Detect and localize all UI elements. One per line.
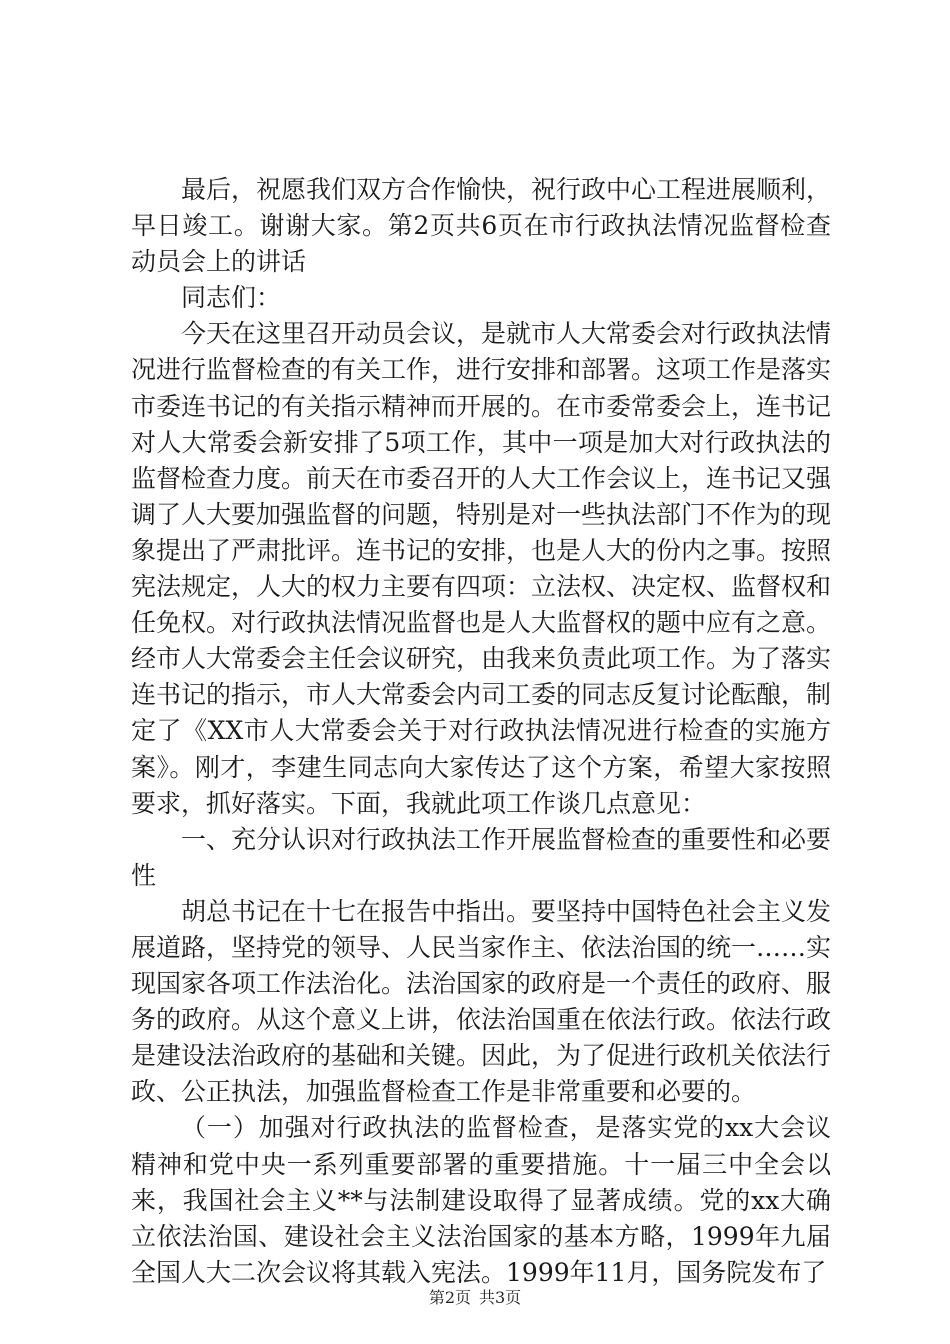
page-total: 共3页 xyxy=(479,1288,522,1307)
page-number: 第2页 xyxy=(428,1288,471,1307)
section-heading-one: 一、充分认识对行政执法工作开展监督检查的重要性和必要性 xyxy=(131,824,832,890)
document-body xyxy=(131,172,831,1291)
paragraph-introduction: 今天在这里召开动员会议，是就市人大常委会对行政执法情况进行监督检查的有关工作，进行安排和部署。这项工作是落实市委连书记的有关指示精神而开展的。在市委常委会上，连书记对人大常委会新安排了5项工作，其中一项是加大对行政执法的监督检查力度。前天在市委召开的人大工作会议上，连书记又强调了人大要加强监督的问题，特别是对一些执法部门不作为的现象提出了严肃批评。连书记的安排，也是人大的份内之事。按照宪法规定，人大的权力主要有四项：立法权、决定权、监督权和任免权。对行政执法情况监督也是人大监督权的题中应有之意。经市人大常委会主任会议研究，由我来负责此项工作。为了落实连书记的指示，市人大常委会内司工委的同志反复讨论酝酿，制定了《XX市人大常委会关于对行政执法情况进行检查的实施方案》。刚才，李建生同志向大家传达了这个方案，希望大家按照要求，抓好落实。下面，我就此项工作谈几点意见： xyxy=(131,319,832,818)
paragraph-salutation: 同志们： xyxy=(181,283,282,313)
page-footer xyxy=(0,1288,950,1308)
paragraph-subsection-one: （一）加强对行政执法的监督检查，是落实党的xx大会议精神和党中央一系列重要部署的重要措施。十一届三中全会以来，我国社会主义**与法制建设取得了显著成绩。党的xx大确立依法治国、建设社会主义法治国家的基本方略，1999年九届全国人大二次会议将其载入宪法。1999年11月，国务院发布了 xyxy=(131,1113,831,1287)
paragraph-section-one-body: 胡总书记在十七在报告中指出。要坚持中国特色社会主义发展道路，坚持党的领导、人民当家作主、依法治国的统一……实现国家各项工作法治化。法治国家的政府是一个责任的政府、服务的政府。从这个意义上讲，依法治国重在依法行政。依法行政是建设法治政府的基础和关键。因此，为了促进行政机关依法行政、公正执法，加强监督检查工作是非常重要和必要的。 xyxy=(131,896,832,1107)
paragraph-closing-remarks: 最后，祝愿我们双方合作愉快，祝行政中心工程进展顺利，早日竣工。谢谢大家。第2页共6页在市行政执法情况监督检查动员会上的讲话 xyxy=(131,175,832,277)
